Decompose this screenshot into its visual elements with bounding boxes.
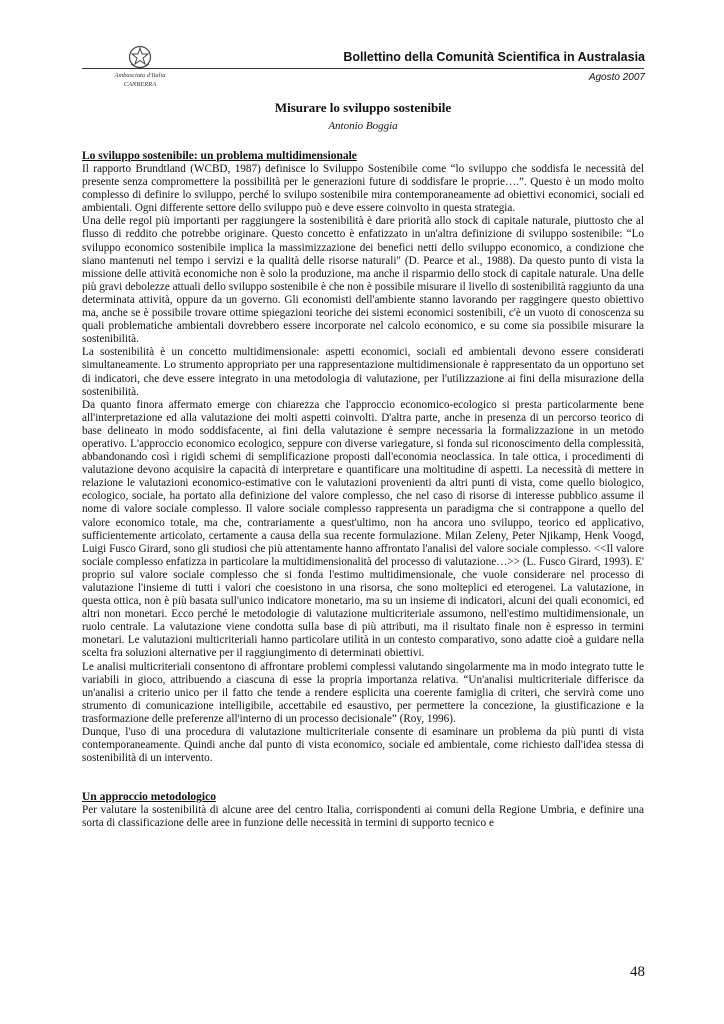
journal-title: Bollettino della Comunità Scientifica in Australasia <box>343 50 645 64</box>
article-body <box>82 150 644 831</box>
header-divider <box>82 68 644 69</box>
embassy-emblem <box>110 44 170 88</box>
paragraph: Da quanto finora affermato emerge con chiarezza che l'approccio economico-ecologico si presta particolarmente bene all'interpretazione ed alla valutazione dei molti aspetti coinvolti. D'altra parte, anche in presenza di un percorso teorico di base delineato in modo soddisfacente, ai fini della valutazione è sempre necessaria la formalizzazione in un metodo operativo. L'approccio economico ecologico, seppure con diverse variegature, si fonda sul riconoscimento della complessità, abbandonando così i rigidi schemi di semplificazione proposti dall'economia neoclassica. In tale ottica, i procedimenti di valutazione devono acquisire la capacità di interpretare e quantificare una moltitudine di aspetti. La necessità di mettere in relazione le valutazioni economico-estimative con le valutazioni provenienti da altri punti di vista, come quello biologico, ecologico, sociale, ha portato alla definizione del valore complesso, che nel caso di risorse di interesse pubblico assume il nome di valore sociale complesso. Il valore sociale complesso rappresenta un paradigma che si contrappone a quello del valore economico totale, ma che, contrariamente a quest'ultimo, non ha ancora uno sviluppo, teorico ed applicativo, sufficientemente articolato, certamente a causa della sua recente formulazione. Milan Zeleny, Peter Njikamp, Henk Voogd, Luigi Fusco Girard, sono gli studiosi che più attentamente hanno affrontato l'analisi del valore sociale complesso. <<Il valore sociale complesso enfatizza in particolare la multidimensionalità del processo di valutazione…>> (L. Fusco Girard, 1993). E' proprio sul valore sociale complesso che si fonda l'estimo multidimensionale, che vuole considerare nel processo di valutazione l'insieme di tutti i valori che coesistono in una risorsa, che sono molteplici ed eterogenei. La valutazione, in questa ottica, non è più basata sull'unico indicatore monetario, ma su un insieme di indicatori, alcuni dei quali economici, ed altri non monetari. Ecco perché le metodologie di valutazione multicriteriale assumono, nell'estimo multidimensionale, un ruolo centrale. La valutazione viene condotta sulla base di più attributi, ma il risultato finale non è espresso in termini monetari. Le valutazioni multicriteriali hanno particolare utilità in un contesto comparativo, sono adatte cioè a guidare nella scelta fra soluzioni alternative per il raggiungimento di determinati obiettivi. <box>82 398 644 660</box>
article-title: Misurare lo sviluppo sostenibile <box>274 100 452 115</box>
section-spacer <box>82 765 644 791</box>
emblem-caption-embassy: Ambasciata d'Italia <box>114 72 166 79</box>
paragraph: Dunque, l'uso di una procedura di valutazione multicriteriale consente di esaminare un problema da più punti di vista contemporaneamente. Quindi anche dal punto di vista economico, sociale ed ambientale, come richiesto dall'idea stessa di sostenibilità di un intervento. <box>82 726 644 765</box>
article-author: Antonio Boggia <box>328 120 398 132</box>
page-number: 48 <box>630 964 645 980</box>
paragraph: Le analisi multicriteriali consentono di affrontare problemi complessi valutando singolarmente ma in modo integrato tutte le variabili in gioco, attribuendo a ciascuna di esse la propria importanza relativa. “Un'analisi multicriteriale differisce da un'analisi a criterio unico per il fatto che tende a rendere esplicita una coerente famiglia di criteri, che servirà come uno strumento di comunicazione intelligibile, accettabile ed esaustivo, per permettere la concezione, la giustificazione e la trasformazione delle preferenze all'interno di un processo decisionale” (Roy, 1996). <box>82 660 644 725</box>
issue-date: Agosto 2007 <box>588 72 645 83</box>
section-heading: Un approccio metodologico <box>82 791 216 804</box>
section-heading: Lo sviluppo sostenibile: un problema multidimensionale <box>82 150 357 162</box>
paragraph: La sostenibilità è un concetto multidimensionale: aspetti economici, sociali ed ambientali devono essere considerati simultaneamente. Lo strumento appropriato per una rappresentazione multidimensionale è rappresentato da un opportuno set di indicatori, che deve essere integrato in una metodologia di valutazione, per l'utilizzazione ai fini della misurazione della sostenibilità. <box>82 346 644 398</box>
paragraph: Il rapporto Brundtland (WCBD, 1987) definisce lo Sviluppo Sostenibile come “lo sviluppo che soddisfa le necessità del presente senza compromettere la possibilità per le generazioni future di soddisfare le proprie….”. Questo è un modo molto complesso di definire lo sviluppo, perché lo svilupo sostenibile mira contemporaneamente ad obiettivi economici, sociali ed ambientali. Ogni differente settore dello sviluppo può e deve essere coinvolto in questa strategia. <box>82 163 644 215</box>
emblem-caption-city: CANBERRA <box>123 81 157 88</box>
paragraph: Una delle regol più importanti per raggiungere la sostenibilità è dare priorità allo stock di capitale naturale, piuttosto che al flusso di reddito che potrebbe originare. Questo concetto è enfatizzato in un'altra definizione di sviluppo sostenibile: “Lo sviluppo economico sostenibile implica la massimizzazione dei benefici netti dello sviluppo economico, a condizione che siano mantenuti nel tempo i servizi e la qualità delle risorse naturali" (D. Pearce et al., 1988). Da questo punto di vista la missione delle attività economiche non è solo la produzione, ma anche il risparmio dello stock di capitale naturale. Una delle più gravi debolezze attuali dello sviluppo sostenibile è che non è possibile misurare il livello di sostenibilità raggiunto da una determinata attività, oppure da un governo. Gli economisti dell'ambiente stanno lavorando per raggingere questo obiettivo ma, anche se è possibile trovare ottime spiegazioni teoriche dei sistemi economici sostenibili, c'è un vuoto di conoscenza su quali problematiche ambientali dovrebbero essere incorporate nel calcolo economico, e su come sia possibile misurare la sostenibilità. <box>82 215 644 346</box>
star-emblem-icon <box>128 44 152 70</box>
paragraph: Per valutare la sostenibilità di alcune aree del centro Italia, corrispondenti ai comuni della Regione Umbria, e definire una sorta di classificazione delle aree in funzione delle necessità in termini di supporto tecnico e <box>82 804 644 830</box>
